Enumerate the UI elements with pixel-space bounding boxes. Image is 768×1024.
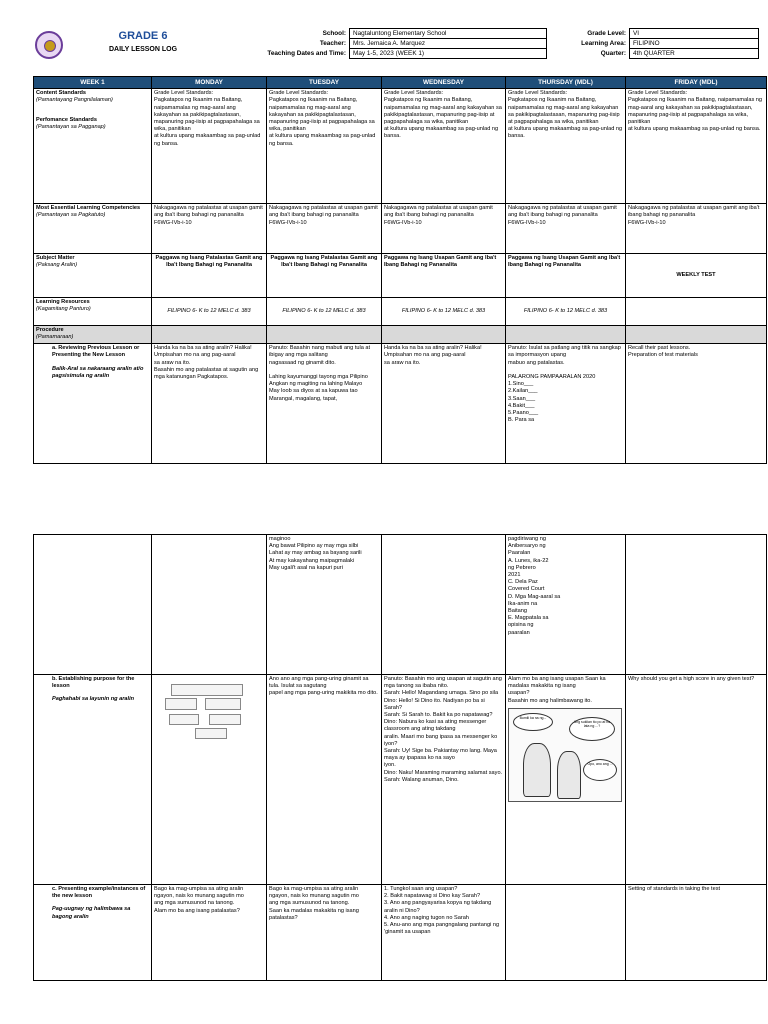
cell-tuesday: Ano ano ang mga pang-uring ginamit sa tula. Isulat sa sagutang papel ang mga pang-uring makikita mo dito. — [267, 675, 382, 885]
cell-wednesday: Nakagagawa ng patalastas at usapan gamit ang iba't ibang bahagi ng pananalita F6WG-IVb-i-10 — [382, 204, 506, 254]
learning-area-value: FILIPINO — [630, 39, 759, 49]
row-a-continued — [34, 535, 767, 675]
cell-wednesday: FILIPINO 6- K to 12 MELC d. 383 — [382, 298, 506, 326]
row-label — [34, 535, 152, 675]
presenting-sub: Pag-uugnay ng halimbawa sa bagong aralin — [52, 906, 131, 920]
row-label — [34, 298, 152, 326]
row-label — [34, 204, 152, 254]
cell-friday: Setting of standards in taking the test — [626, 885, 767, 981]
cell-wednesday: Panuto: Basahin mo ang usapan at sagutin ang mga tanong sa ibaba nito. Sarah: Hello! Magandang umaga. Sino po sila Dino: Hello! Si Dino ito. Nadiyan po ba si Sarah? Sarah: Si Sarah to. Bakit ka po napatawag? Dino: Nabura ko kasi sa ating messenger classroom ang ating takdang aralin. Maari mo bang ipasa sa messenger ko iyon? Sarah: Uy! Sige ba. Pakiantay mo lang. Maya maya ay ipapasa ko na sayo iyon. Dino: Naku! Maraming maraming salamat sayo. Sarah: Walang anuman, Dino. — [382, 675, 506, 885]
cell-friday: Why should you get a high score in any given test? — [626, 675, 767, 885]
cell-friday: WEEKLY TEST — [626, 254, 767, 298]
col-tuesday: TUESDAY — [267, 77, 382, 89]
procedure-label: Procedure — [36, 327, 64, 334]
page-1 — [0, 0, 768, 480]
performance-standards-label: Perfomance Standards — [36, 116, 97, 123]
header — [33, 28, 766, 62]
cell-wednesday: 1. Tungkol saan ang usapan? 2. Bakit napatawag si Dino kay Sarah? 3. Ano ang pangyayarisa kopya ng takdang aralin ni Dino? 4. Ano ang naging tugon no Sarah 5. Anu-ano ang mga pangngalang pantangi ng 'ginamit sa usapan — [382, 885, 506, 981]
cell-tuesday: Bago ka mag-umpisa sa ating aralin ngayon, nais ko munang sagutin mo ang mga sumusunod na tanong. Saan ka madalas makakita ng isang patalastas? — [267, 885, 382, 981]
row-a-review — [34, 344, 767, 464]
thumb-box — [209, 714, 241, 725]
row-label — [34, 885, 152, 981]
row-b-purpose — [34, 675, 767, 885]
cell-thursday — [506, 326, 626, 344]
row-label — [34, 254, 152, 298]
col-thursday: THURSDAY (MDL) — [506, 77, 626, 89]
thumb-box — [205, 698, 241, 710]
speech-bubble: Opo, ano ang ... — [583, 759, 617, 781]
row-c-presenting — [34, 885, 767, 981]
col-friday: FRIDAY (MDL) — [626, 77, 767, 89]
cell-thursday — [506, 885, 626, 981]
person-figure — [523, 743, 551, 797]
dates-value: May 1-5, 2023 (WEEK 1) — [350, 49, 547, 59]
thumb-box — [195, 728, 227, 739]
cell-tuesday: Panuto: Basahin nang mabuti ang tula at ibigay ang mga salitang nagsasaad ng ginamit dito. Lahing kayumanggi tayong mga Pilipino Angkan ng magiting na lahing Malayo May loob sa diyos at sa kapuwa tao Marangal, magalang, tapat, — [267, 344, 382, 464]
review-sub: Balik-Aral sa nakaraang aralin at/o pagsisimula ng aralin — [52, 365, 144, 379]
row-label — [34, 326, 152, 344]
cell-monday: Bago ka mag-umpisa sa ating aralin ngayon, nais ko munang sagutin mo ang mga sumusunod na tanong. Alam mo ba ang isang patalastas? — [152, 885, 267, 981]
cell-wednesday: Grade Level Standards: Pagkatapos ng Ikaanim na Baitang, naipamamalas ng mag-aaral ang kakayahan sa pakikipagtalastasan, mapanuring pag-iisip at pagpapahalaga sa wika, panitikan at kultura upang makaambag sa pag-unlad ng bansa. — [382, 89, 506, 204]
info-table — [183, 28, 759, 59]
col-week: WEEK 1 — [34, 77, 152, 89]
cell-monday: Grade Level Standards: Pagkatapos ng Ikaanim na Baitang, naipamamalas ng mag-aaral ang kakayahan sa pakikipagtalastasan, mapanuring pag-iisip at pagpapahalaga sa wika, panitikan at kultura upang makaambag sa pag-unlad ng bansa. — [152, 89, 267, 204]
thursday-purpose-text: Alam mo ba ang isang usapan Saan ka madalas makakita ng isang usapan? Basahin mo ang halimbawang ito. — [508, 676, 606, 704]
cell-wednesday: Handa ka na ba sa ating aralin? Halika! Umpisahan mo na ang pag-aaral sa araw na ito. — [382, 344, 506, 464]
melc-label: Most Essential Learning Competencies — [36, 205, 141, 212]
review-label: a. Reviewing Previous Lesson or Presenting the New Lesson — [52, 345, 140, 359]
cell-tuesday: maginoo Ang bawat Pilipino ay may mga silbi Lahat ay may ambag sa bayang sarili At may kakayahang maipagmalaki May ugali't asal na kapuri puri — [267, 535, 382, 675]
cell-thursday: FILIPINO 6- K to 12 MELC d. 383 — [506, 298, 626, 326]
cell-tuesday: Paggawa ng Isang Patalastas Gamit ang Iba't Ibang Bahagi ng Pananalita — [267, 254, 382, 298]
deped-seal-icon — [35, 31, 63, 59]
page-gap — [0, 480, 768, 508]
row-subject-matter — [34, 254, 767, 298]
cell-friday — [626, 535, 767, 675]
cell-monday: Nakagagawa ng patalastas at usapan gamit ang iba't ibang bahagi ng pananalita F6WG-IVb-i-10 — [152, 204, 267, 254]
learning-area-label: Learning Area: — [547, 39, 630, 49]
content-standards-sub: (Pamantayang Pangnilalaman) — [36, 97, 113, 104]
cell-wednesday — [382, 326, 506, 344]
teacher-label: Teacher: — [183, 39, 350, 49]
cell-thursday: Paggawa ng Isang Usapan Gamit ang Iba't Ibang Bahagi ng Pananalita — [506, 254, 626, 298]
grade-level-label: Grade Level: — [547, 29, 630, 39]
cell-tuesday — [267, 326, 382, 344]
quarter-label: Quarter: — [547, 49, 630, 59]
cell-thursday — [506, 675, 626, 885]
cell-wednesday — [382, 535, 506, 675]
purpose-sub: Paghahabi sa layunin ng aralin — [52, 696, 135, 703]
person-figure — [557, 751, 581, 799]
cell-friday: Nakagagawa ng patalastas at usapan gamit ang iba't ibang bahagi ng pananalita F6WG-IVb-i-10 — [626, 204, 767, 254]
row-procedure — [34, 326, 767, 344]
resources-sub: (Kagamitang Panturo) — [36, 306, 91, 313]
grade-title: GRADE 6 — [118, 30, 168, 42]
cell-friday — [626, 326, 767, 344]
cell-monday — [152, 675, 267, 885]
cell-friday: Grade Level Standards: Pagkatapos ng Ikaanim na Baitang, naipamamalas ng mag-aaral ang kakayahan sa pakikipagtalastasan, mapanuring pag-iisip at pagpapahalaga sa wika, panitikan at kultura upang makaambag sa pag-unlad ng bansa. — [626, 89, 767, 204]
col-monday: MONDAY — [152, 77, 267, 89]
school-label: School: — [183, 29, 350, 39]
presenting-label: c. Presenting example/instances of the new lesson — [52, 886, 146, 900]
content-standards-label: Content Standards — [36, 90, 87, 97]
col-wednesday: WEDNESDAY — [382, 77, 506, 89]
teacher-value: Mrs. Jemaica A. Marquez — [350, 39, 547, 49]
grade-level-value: VI — [630, 29, 759, 39]
cell-thursday: Panuto: Isulat sa patlang ang titik na sangkap sa impormasyon upang mabuo ang patalastas. PALARONG PAMPAARALAN 2020 1.Sino___ 2.Kailan___ 3.Saan___ 4.Bakit___ 5.Paano___ B. Para sa — [506, 344, 626, 464]
cell-monday — [152, 535, 267, 675]
cell-friday — [626, 298, 767, 326]
cell-tuesday: Nakagagawa ng patalastas at usapan gamit ang iba't ibang bahagi ng pananalita F6WG-IVb-i-10 — [267, 204, 382, 254]
purpose-label: b. Establishing purpose for the lesson — [52, 676, 135, 690]
cell-wednesday: Paggawa ng Isang Usapan Gamit ang Iba't Ibang Bahagi ng Pananalita — [382, 254, 506, 298]
cell-monday: Paggawa ng Isang Patalastas Gamit ang Iba't Ibang Bahagi ng Pananalita — [152, 254, 267, 298]
cell-monday: Handa ka na ba sa ating aralin? Halika! Umpisahan mo na ang pag-aaral sa araw na ito. Basahin mo ang patalastas at sagutin ang mga katanungan Pagkatapos. — [152, 344, 267, 464]
school-value: Nagtaluntong Elementary School — [350, 29, 547, 39]
dialogue-comic-image — [508, 708, 622, 802]
procedure-sub: (Pamamaraan) — [36, 334, 74, 341]
speech-bubble: Bumili ka na ng... — [513, 713, 553, 731]
dll-title: DAILY LESSON LOG — [108, 46, 178, 53]
row-label — [34, 675, 152, 885]
speech-bubble: Ang suklian ito po at na lata ng ...? — [569, 717, 615, 741]
row-label — [34, 344, 152, 464]
row-label — [34, 89, 152, 204]
row-melc — [34, 204, 767, 254]
performance-standards-sub: (Pamantayan sa Pagganap) — [36, 123, 106, 130]
subject-label: Subject Matter — [36, 255, 75, 262]
advertisement-thumbnail — [165, 684, 253, 744]
lesson-table-page1 — [33, 76, 767, 464]
row-resources — [34, 298, 767, 326]
cell-thursday: Nakagagawa ng patalastas at usapan gamit ang iba't ibang bahagi ng pananalita F6WG-IVb-i-10 — [506, 204, 626, 254]
cell-monday: FILIPINO 6- K to 12 MELC d. 383 — [152, 298, 267, 326]
cell-friday: Recall their past lessons. Preparation of test materials — [626, 344, 767, 464]
dates-label: Teaching Dates and Time: — [183, 49, 350, 59]
row-content-standards — [34, 89, 767, 204]
header-row — [34, 77, 767, 89]
thumb-box — [171, 684, 243, 696]
cell-tuesday: Grade Level Standards: Pagkatapos ng Ikaanim na Baitang, naipamamalas ng mag-aaral ang kakayahan sa pakikipagtalastasan, mapanuring pag-iisip at pagpapahalaga sa wika, panitikan at kultura upang makaambag sa pag-unlad ng bansa. — [267, 89, 382, 204]
page-2 — [0, 508, 768, 1024]
cell-tuesday: FILIPINO 6- K to 12 MELC d. 383 — [267, 298, 382, 326]
lesson-table-page2 — [33, 534, 767, 981]
cell-monday — [152, 326, 267, 344]
subject-sub: (Paksang Aralin) — [36, 262, 78, 269]
cell-thursday: Grade Level Standards: Pagkatapos ng Ikaanim na Baitang, naipamamalas ng mag-aaral ang kakayahan sa pakikipagtalastasan, mapanuring pag-iisip at pagpapahalaga sa wika, panitikan at kultura upang makaambag sa pag-unlad ng bansa. — [506, 89, 626, 204]
melc-sub: (Pamantayan sa Pagkatuto) — [36, 212, 106, 219]
thumb-box — [169, 714, 199, 725]
quarter-value: 4th QUARTER — [630, 49, 759, 59]
thumb-box — [165, 698, 197, 710]
cell-thursday: pagdiriwang ng Anibersaryo ng Paaralan A. Lunes, ika-22 ng Pebrero 2021 C. Dela Paz Covered Court D. Mga Mag-aaral sa Ika-anim na Baitang E. Magpatala sa opisina ng paaralan — [506, 535, 626, 675]
resources-label: Learning Resources — [36, 299, 90, 306]
